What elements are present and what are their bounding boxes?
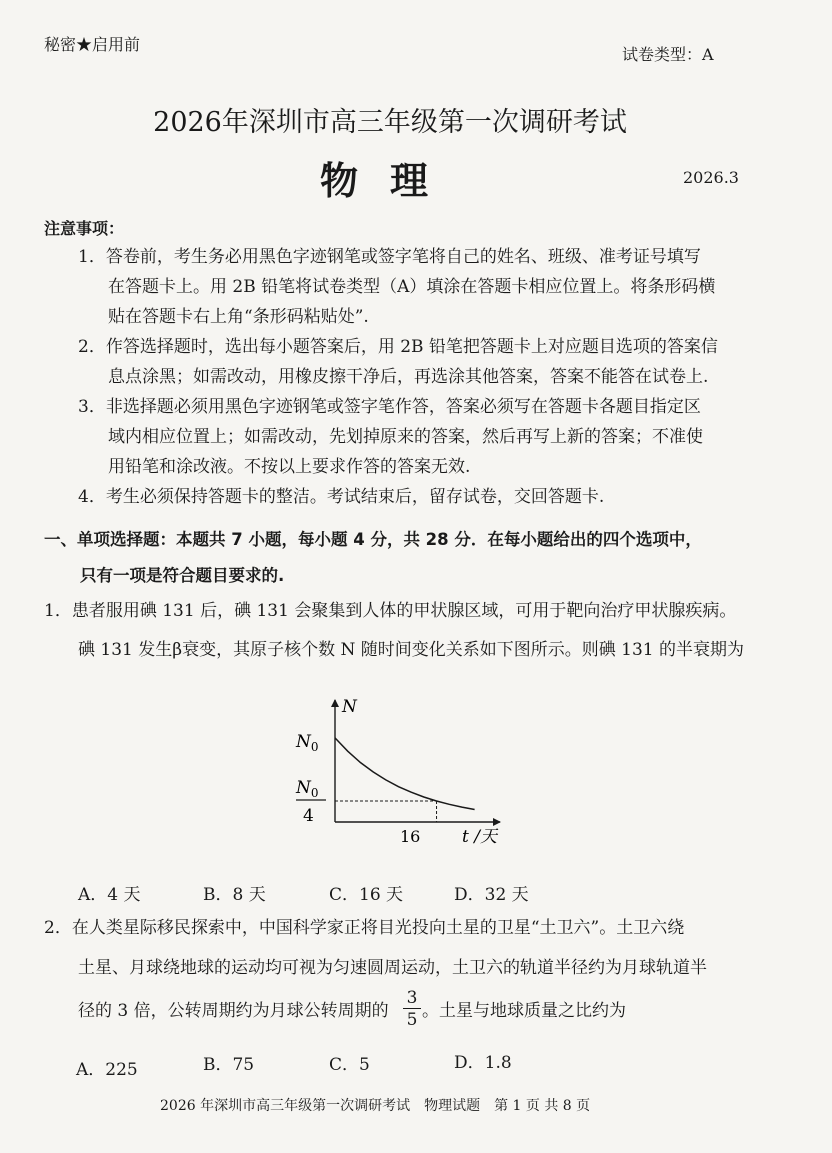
notice-line: 4．考生必须保持答题卡的整洁。考试结束后，留存试卷，交回答题卡. (78, 487, 605, 507)
exam-title: 2026年深圳市高三年级第一次调研考试 (153, 107, 627, 138)
notice-line: 在答题卡上。用 2B 铅笔将试卷类型（A）填涂在答题卡相应位置上。将条形码横 (108, 277, 716, 297)
q1-option-a: A．4 天 (78, 885, 141, 905)
q1-option-b: B．8 天 (203, 885, 266, 905)
q2-fraction (403, 988, 421, 1031)
notice-line: 贴在答题卡右上角“条形码粘贴处”. (108, 307, 369, 327)
subject-title: 物理 (319, 158, 460, 203)
y-axis-label: N (342, 697, 357, 717)
decay-curve (335, 738, 475, 810)
q2-frac-den: 5 (406, 1010, 418, 1030)
notice-line: 用铅笔和涂改液。不按以上要求作答的答案无效. (108, 457, 471, 477)
q2-stem: 径的 3 倍，公转周期约为月球公转周期的 (78, 1001, 389, 1021)
paper-type: 试卷类型：A (622, 45, 714, 64)
q1-option-d: D．32 天 (454, 885, 529, 905)
q2-option-b: B．75 (203, 1055, 255, 1075)
q2-option-a: A．225 (76, 1060, 138, 1080)
decay-chart (290, 690, 520, 850)
q1-option-c: C．16 天 (329, 885, 404, 905)
q2-frac-num: 3 (403, 988, 421, 1009)
notice-line: 1．答卷前，考生务必用黑色字迹钢笔或签字笔将自己的姓名、班级、准考证号填写 (78, 247, 701, 267)
y-tick-frac-num: $N_0$ (296, 778, 319, 800)
q1-stem: 碘 131 发生β衰变，其原子核个数 N 随时间变化关系如下图所示。则碘 131 的半衰期为 (78, 640, 745, 660)
q2-option-c: C．5 (329, 1055, 370, 1075)
q2-stem: 。土星与地球质量之比约为 (422, 1001, 626, 1021)
q2-stem: 2．在人类星际移民探索中，中国科学家正将目光投向土星的卫星“土卫六”。土卫六绕 (44, 918, 685, 938)
q2-option-d: D．1.8 (454, 1053, 512, 1073)
section-heading-cont: 只有一项是符合题目要求的. (80, 566, 285, 585)
notice-title: 注意事项： (44, 219, 125, 238)
notice-line: 息点涂黑；如需改动，用橡皮擦干净后，再选涂其他答案，答案不能答在试卷上. (108, 367, 709, 387)
notice-line: 3．非选择题必须用黑色字迹钢笔或签字笔作答，答案必须写在答题卡各题目指定区 (78, 397, 701, 417)
y-tick-n0: $N_0$ (296, 732, 319, 754)
exam-date: 2026.3 (683, 168, 739, 187)
secret-label: 秘密★启用前 (44, 35, 141, 54)
x-axis-label: t /天 (462, 827, 497, 847)
q2-stem: 土星、月球绕地球的运动均可视为匀速圆周运动，土卫六的轨道半径约为月球轨道半 (78, 958, 707, 978)
notice-line: 2．作答选择题时，选出每小题答案后，用 2B 铅笔把答题卡上对应题目选项的答案信 (78, 337, 718, 357)
x-tick-label: 16 (400, 827, 421, 846)
q1-stem: 1．患者服用碘 131 后，碘 131 会聚集到人体的甲状腺区域，可用于靶向治疗甲状腺疾病。 (44, 601, 737, 621)
y-tick-frac-den: 4 (303, 806, 314, 826)
page-footer: 2026 年深圳市高三年级第一次调研考试 物理试题 第 1 页 共 8 页 (160, 1098, 591, 1114)
section-heading: 一、单项选择题：本题共 7 小题，每小题 4 分，共 28 分．在每小题给出的四个选项中， (44, 530, 702, 549)
notice-line: 域内相应位置上；如需改动，先划掉原来的答案，然后再写上新的答案；不准使 (108, 427, 703, 447)
